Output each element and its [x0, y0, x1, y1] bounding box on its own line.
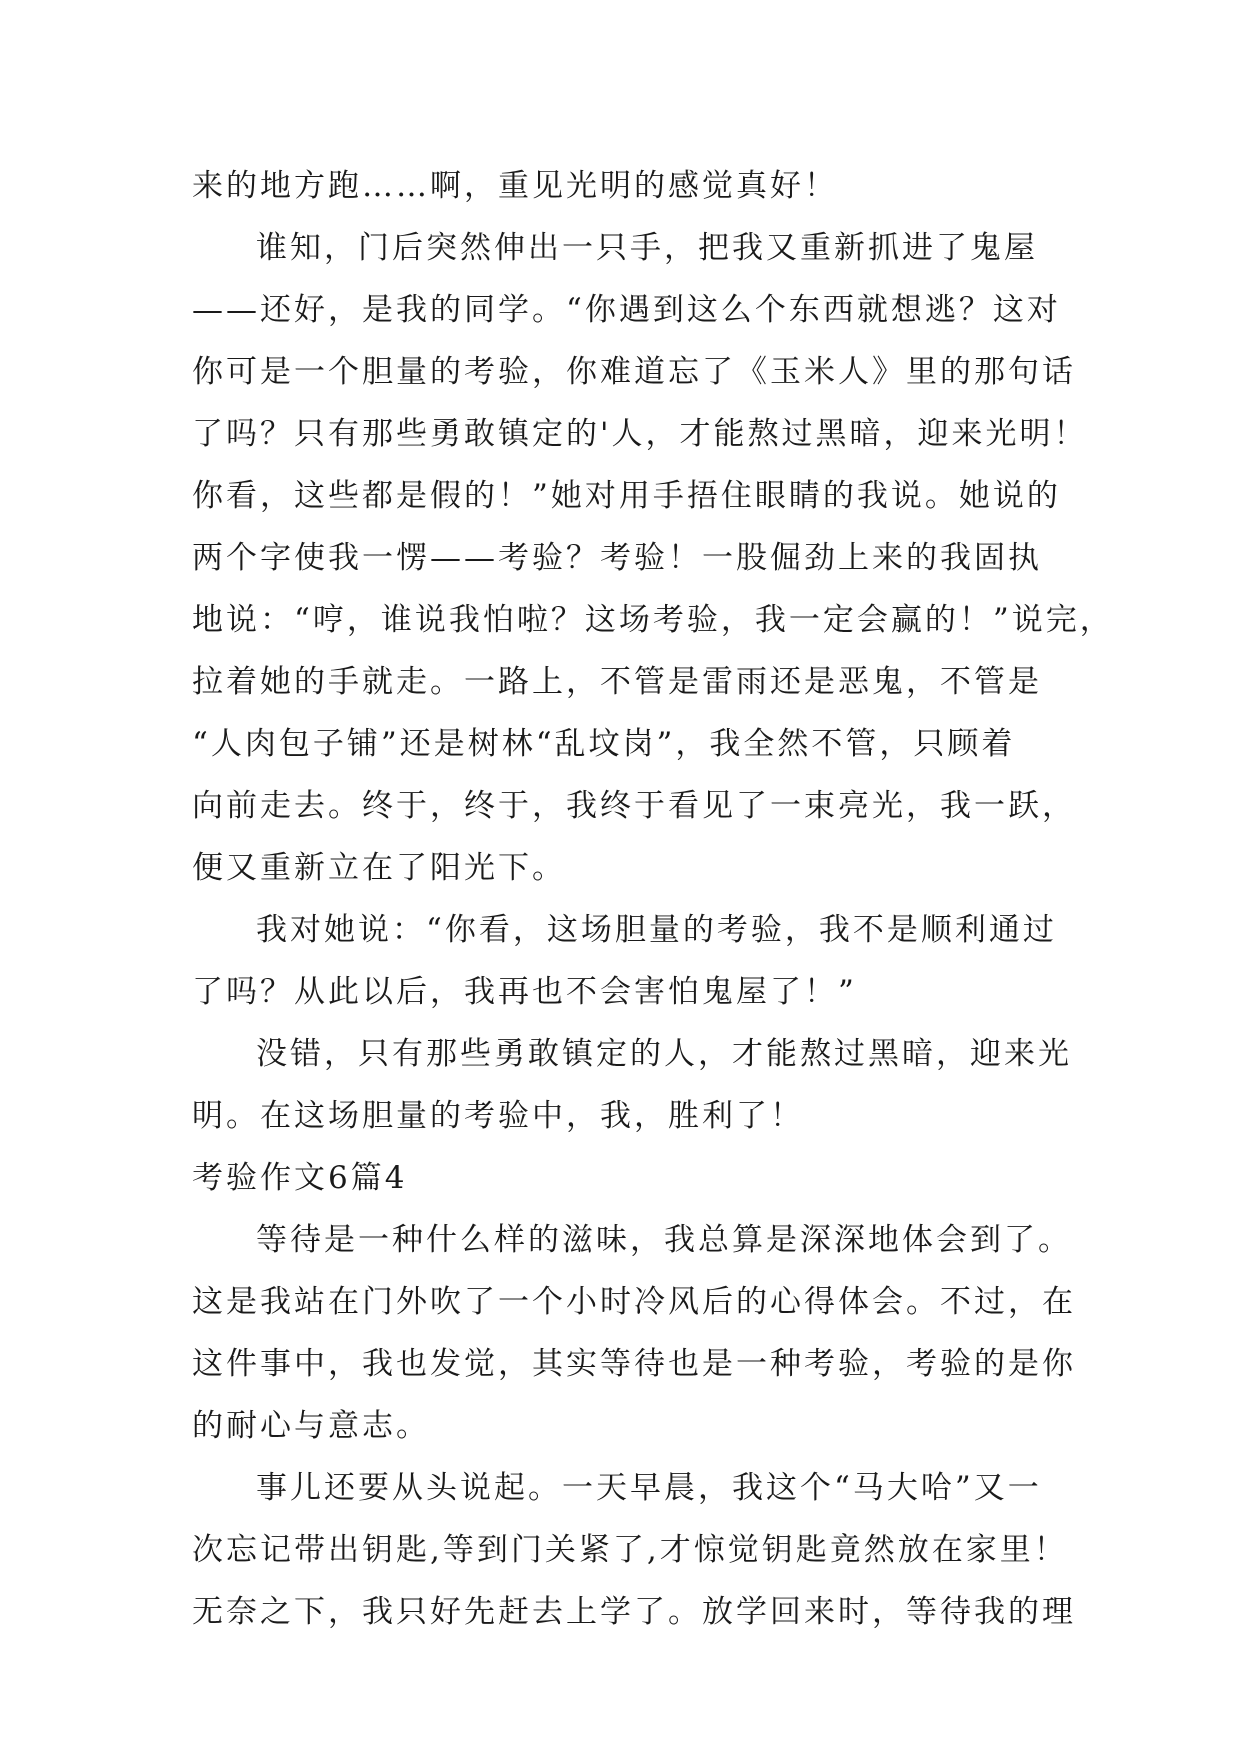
- text-line: 了吗？只有那些勇敢镇定的'人，才能熬过黑暗，迎来光明！: [192, 416, 1088, 452]
- text-line: 的耐心与意志。: [192, 1408, 430, 1444]
- document-body: [192, 155, 1114, 1643]
- paragraph-start-line: 我对她说：“你看，这场胆量的考验，我不是顺利通过: [256, 912, 1057, 948]
- text-line: 了吗？从此以后，我再也不会害怕鬼屋了！”: [192, 974, 857, 1010]
- text-line: ——还好，是我的同学。“你遇到这么个东西就想逃？这对: [192, 292, 1061, 328]
- paragraph-start-line: 没错，只有那些勇敢镇定的人，才能熬过黑暗，迎来光: [256, 1036, 1072, 1072]
- text-line: 向前走去。终于，终于，我终于看见了一束亮光，我一跃，: [192, 788, 1076, 824]
- paragraph-start-line: 谁知，门后突然伸出一只手，把我又重新抓进了鬼屋: [256, 230, 1038, 266]
- text-line: 来的地方跑……啊，重见光明的感觉真好！: [192, 168, 838, 204]
- text-line: 两个字使我一愣——考验？考验！一股倔劲上来的我固执: [192, 540, 1042, 576]
- text-line: 次忘记带出钥匙,等到门关紧了,才惊觉钥匙竟然放在家里！: [192, 1532, 1068, 1568]
- text-line: 你可是一个胆量的考验，你难道忘了《玉米人》里的那句话: [192, 354, 1076, 390]
- text-line: 无奈之下，我只好先赶去上学了。放学回来时，等待我的理: [192, 1594, 1076, 1630]
- text-line: “人肉包子铺”还是树林“乱坟岗”，我全然不管，只顾着: [192, 726, 1016, 762]
- text-line: 你看，这些都是假的！”她对用手捂住眼睛的我说。她说的: [192, 478, 1061, 514]
- section-heading: 考验作文6篇4: [192, 1160, 408, 1196]
- text-line: 明。在这场胆量的考验中，我，胜利了！: [192, 1098, 804, 1134]
- text-line: 拉着她的手就走。一路上，不管是雷雨还是恶鬼，不管是: [192, 664, 1042, 700]
- paragraph-start-line: 事儿还要从头说起。一天早晨，我这个“马大哈”又一: [256, 1470, 1042, 1506]
- text-line: 这件事中，我也发觉，其实等待也是一种考验，考验的是你: [192, 1346, 1076, 1382]
- text-line: 地说：“哼，谁说我怕啦？这场考验，我一定会赢的！”说完，: [192, 602, 1114, 638]
- paragraph-start-line: 等待是一种什么样的滋味，我总算是深深地体会到了。: [256, 1222, 1072, 1258]
- text-line: 便又重新立在了阳光下。: [192, 850, 566, 886]
- text-line: 这是我站在门外吹了一个小时冷风后的心得体会。不过，在: [192, 1284, 1076, 1320]
